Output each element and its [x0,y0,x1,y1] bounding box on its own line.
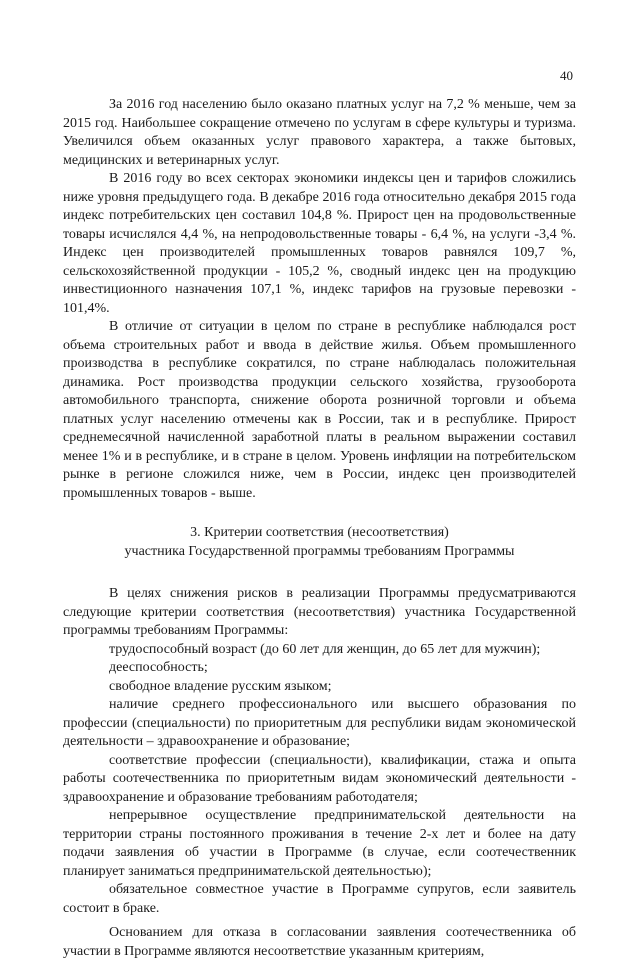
closing-paragraph: Основанием для отказа в согласовании заявления соотечественника об участии в Программе являются несоответствие указанным критериям, [63,925,576,959]
section-heading-line-1: 3. Критерии соответствия (несоответствия) [190,525,449,540]
criterion-item: наличие среднего профессионального или высшего образования по профессии (специальности) по приоритетным для республики видам экономической деятельности – здравоохранение и образование; [63,697,576,749]
criterion-item: непрерывное осуществление предпринимательской деятельности на территории страны постоянного проживания в течение 2-х лет и более на дату подачи заявления об участии в Программе (в случае, если соотечественник планирует заниматься предпринимательской деятельностью); [63,808,576,879]
section-heading-line-2: участника Государственной программы требованиям Программы [124,544,515,559]
paragraph-regional-comparison: В отличие от ситуации в целом по стране в республике наблюдался рост объема строительных работ и ввода в действие жилья. Объем промышленного производства в республике сократился, по стране наблюдалась положительная динамика. Рост производства продукции сельского хозяйства, грузооборота автомобильного транспорта, снижение оборота розничной торговли и объема платных услуг населению отмечены как в России, так и в республике. Прирост среднемесячной начисленной заработной платы в реальном выражении составил менее 1% и в республике, и в стране в целом. Уровень инфляции на потребительском рынке в регионе сложился ниже, чем в России, индекс цен производителей промышленных товаров - выше. [63,319,576,501]
section-heading [63,523,576,561]
page-number: 40 [560,68,573,83]
criterion-item: дееспособность; [109,660,208,675]
criterion-item: трудоспособный возраст (до 60 лет для женщин, до 65 лет для мужчин); [109,641,541,657]
document-body [63,96,576,961]
paragraph-paid-services: За 2016 год населению было оказано платных услуг на 7,2 % меньше, чем за 2015 год. Наибольшее сокращение отмечено по услугам в сфере культуры и туризма. Увеличился объем оказанных услуг правового характера, а также бытовых, медицинских и ветеринарных услуг. [63,97,576,168]
criteria-intro: В целях снижения рисков в реализации Программы предусматриваются следующие критерии соответствия (несоответствия) участника Государственной программы требованиям Программы: [63,586,576,638]
paragraph-price-indices: В 2016 году во всех секторах экономики индексы цен и тарифов сложились ниже уровня предыдущего года. В декабре 2016 года относительно декабря 2015 года индекс потребительских цен составил 104,8 %. Прирост цен на продовольственные товары исчислялся 4,4 %, на непродовольственные товары - 6,4 %, на услуги -3,4 %. Индекс цен производителей промышленных товаров равнялся 109,7 %, сельскохозяйственной продукции - 105,2 %, сводный индекс цен на продукцию инвестиционного назначения 107,1 %, индекс тарифов на грузовые перевозки - 101,4%. [63,171,576,316]
criterion-item: свободное владение русским языком; [109,678,332,694]
criterion-item: обязательное совместное участие в Программе супругов, если заявитель состоит в браке. [63,882,576,916]
criterion-item: соответствие профессии (специальности), квалификации, стажа и опыта работы соотечественника по приоритетным видам экономический деятельности - здравоохранение и образование требованиям работодателя; [63,752,576,805]
